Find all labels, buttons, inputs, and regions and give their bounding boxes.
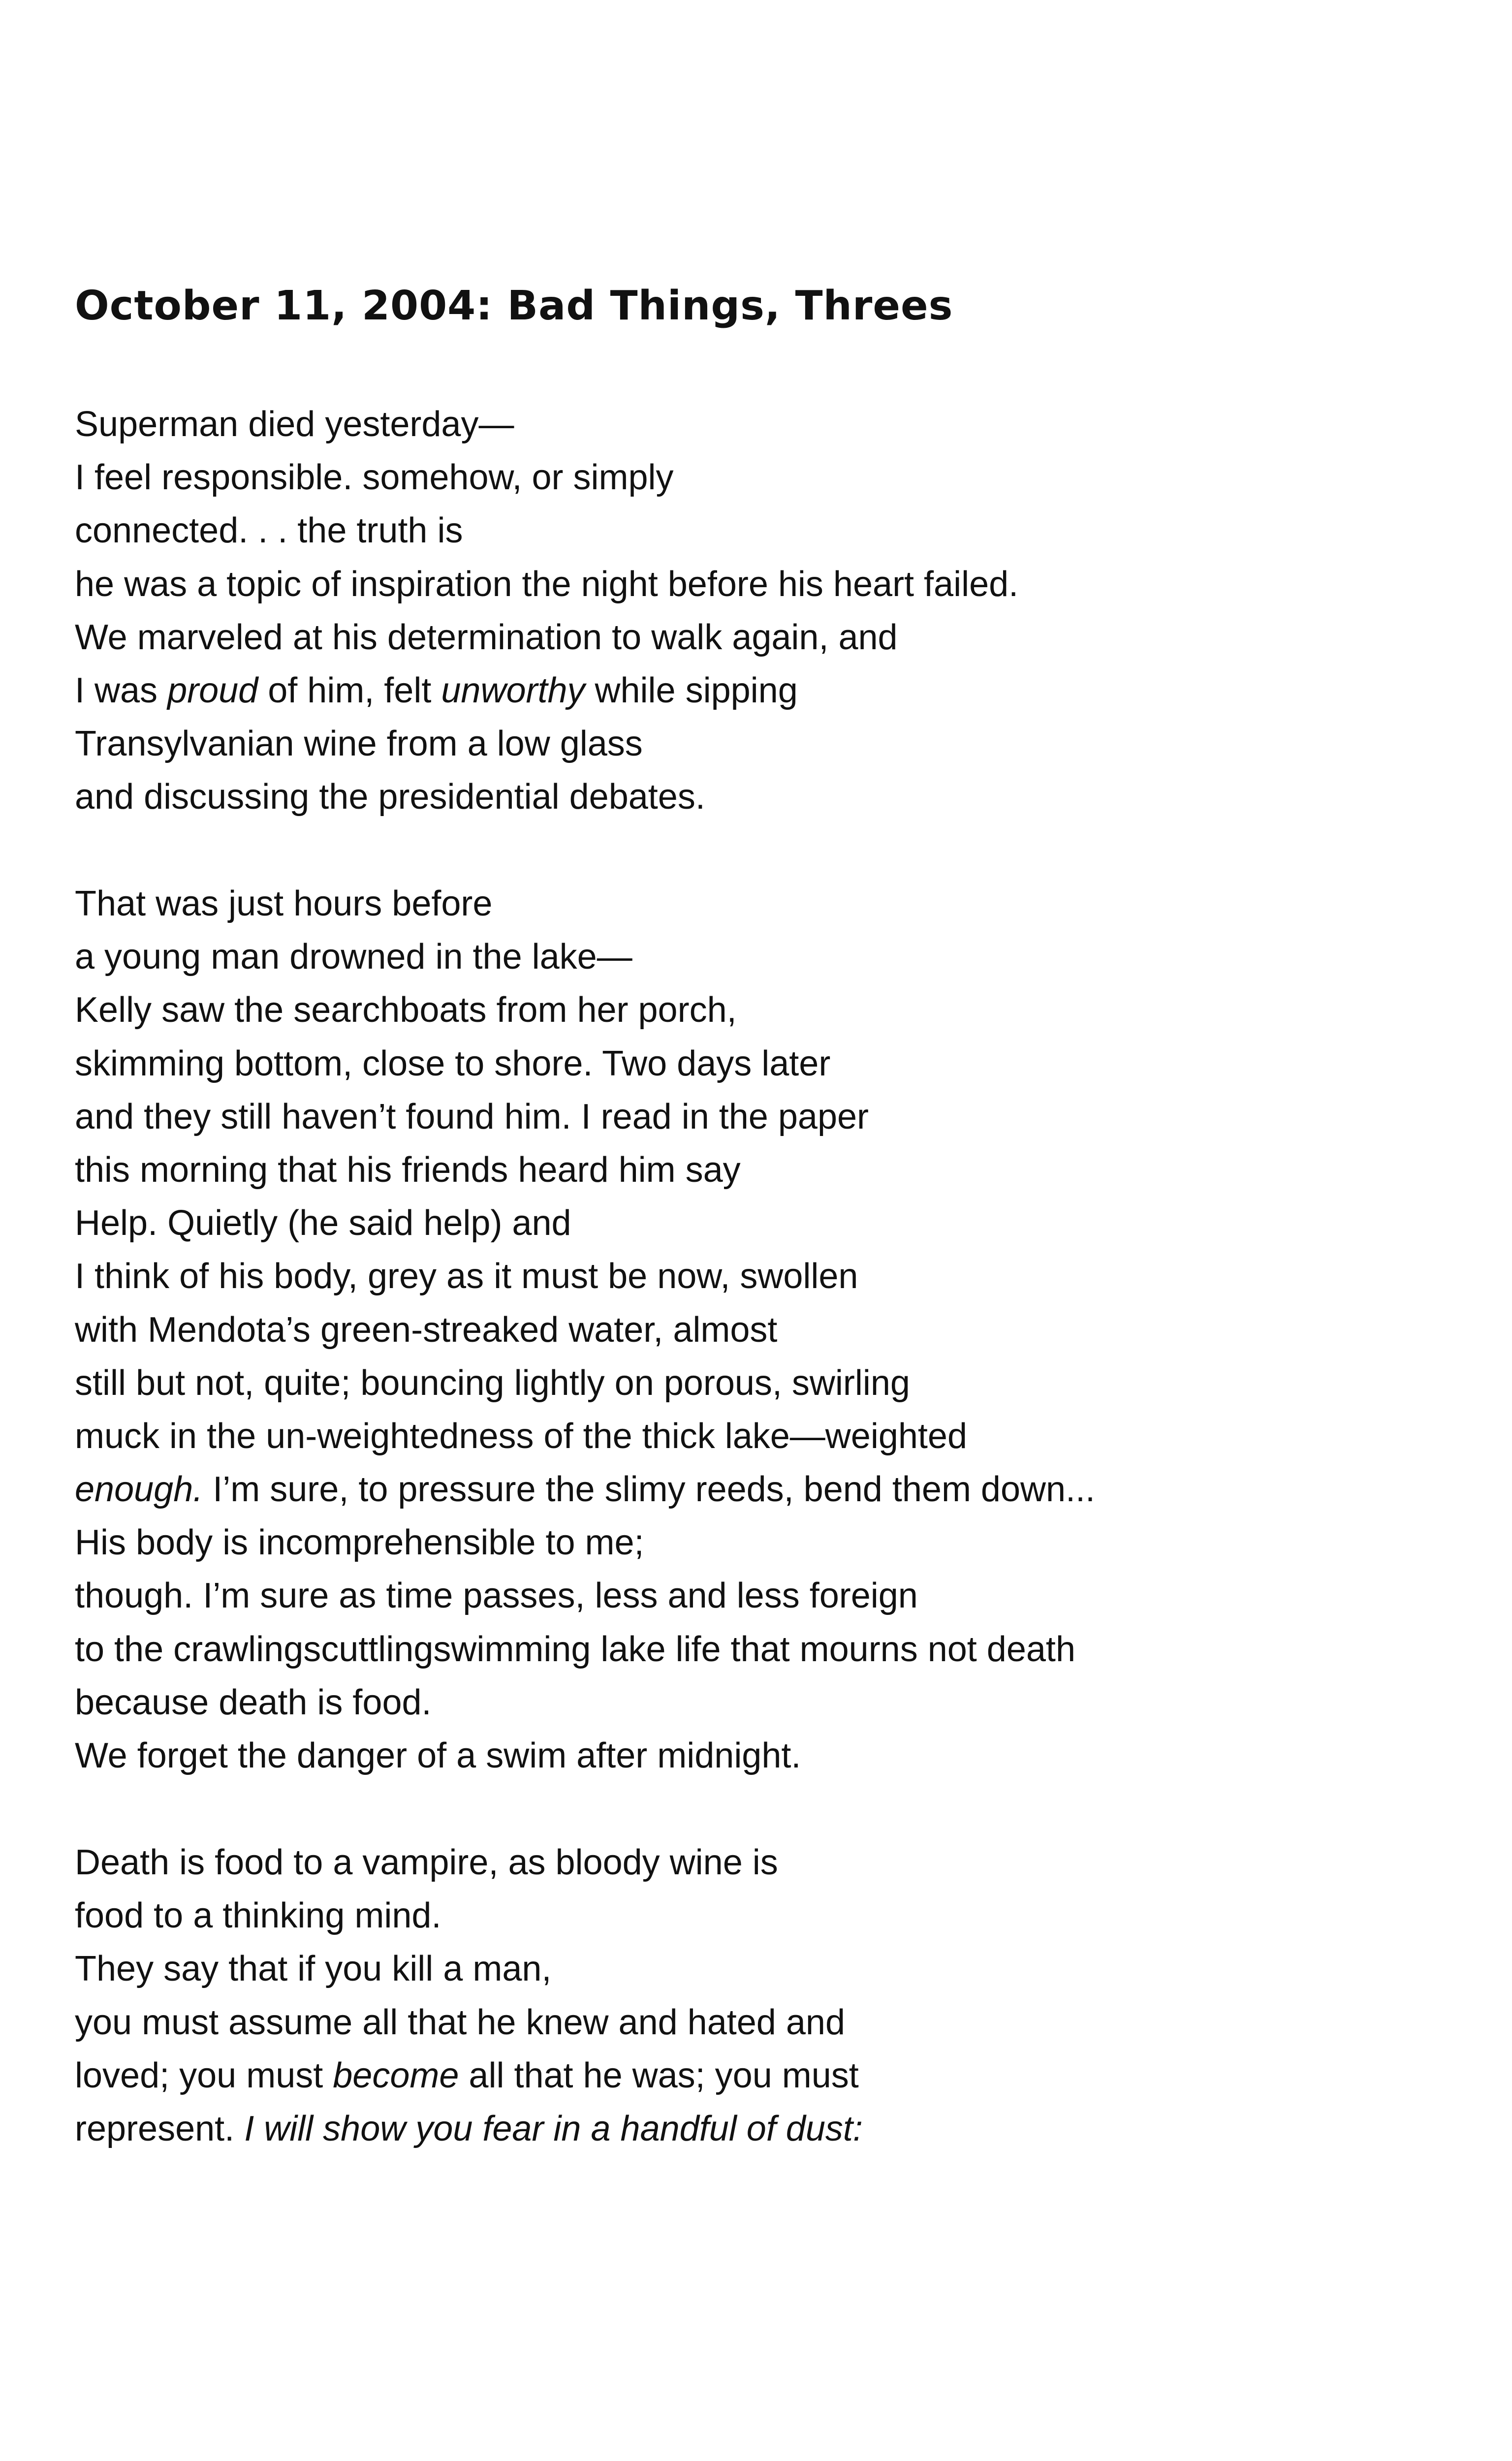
poem-line: a young man drowned in the lake—	[75, 937, 632, 977]
poem-line: muck in the un-weightedness of the thick lake—weighted	[75, 1416, 968, 1456]
poem-line: to the crawlingscuttlingswimming lake life that mourns not death	[75, 1629, 1075, 1669]
poem-line: Transylvanian wine from a low glass	[75, 724, 643, 764]
poem-line: and they still haven’t found him. I read in the paper	[75, 1097, 869, 1136]
poem-line: They say that if you kill a man,	[75, 1949, 552, 1989]
italic-quote: I will show you fear in a handful of dust:	[244, 2109, 863, 2148]
poem-line: connected. . . the truth is	[75, 511, 463, 551]
italic-word: become	[333, 2055, 459, 2095]
poem-line: you must assume all that he knew and hated and	[75, 2002, 845, 2042]
poem-line: still but not, quite; bouncing lightly on porous, swirling	[75, 1363, 910, 1403]
poem-line: represent. I will show you fear in a handful of dust:	[75, 2109, 863, 2148]
poem-line: this morning that his friends heard him say	[75, 1150, 741, 1190]
poem-line: Death is food to a vampire, as bloody wine is	[75, 1843, 778, 1882]
poem-line: That was just hours before	[75, 884, 493, 923]
poem-line: I feel responsible. somehow, or simply	[75, 458, 674, 498]
poem-line: Kelly saw the searchboats from her porch,	[75, 990, 737, 1030]
poem-line: and discussing the presidential debates.	[75, 777, 705, 817]
poem-line: he was a topic of inspiration the night before his heart failed.	[75, 564, 1019, 604]
poem-line: food to a thinking mind.	[75, 1896, 441, 1936]
poem-title: October 11, 2004: Bad Things, Threes	[75, 283, 953, 329]
poem-line: because death is food.	[75, 1682, 432, 1722]
poem-line: loved; you must become all that he was; you must	[75, 2055, 859, 2095]
poem-line: We forget the danger of a swim after midnight.	[75, 1736, 801, 1775]
poem-line: We marveled at his determination to walk again, and	[75, 617, 898, 657]
poem-line: Superman died yesterday—	[75, 405, 514, 444]
italic-word: enough.	[75, 1470, 203, 1510]
poem-line: skimming bottom, close to shore. Two days later	[75, 1043, 831, 1083]
italic-word: proud	[167, 670, 258, 710]
poem-line: though. I’m sure as time passes, less and less foreign	[75, 1576, 918, 1616]
poem-line: enough. I’m sure, to pressure the slimy reeds, bend them down...	[75, 1470, 1096, 1510]
poem-line: His body is incomprehensible to me;	[75, 1523, 644, 1563]
stanza-1	[75, 398, 1018, 824]
italic-word: unworthy	[441, 670, 585, 710]
stanza-3	[75, 1836, 863, 2155]
poem-line: with Mendota’s green-streaked water, almost	[75, 1310, 778, 1350]
stanza-2	[75, 877, 1095, 1782]
poem-line: Help. Quietly (he said help) and	[75, 1203, 571, 1243]
poem-line: I was proud of him, felt unworthy while sipping	[75, 670, 798, 710]
poem-line: I think of his body, grey as it must be now, swollen	[75, 1257, 858, 1296]
